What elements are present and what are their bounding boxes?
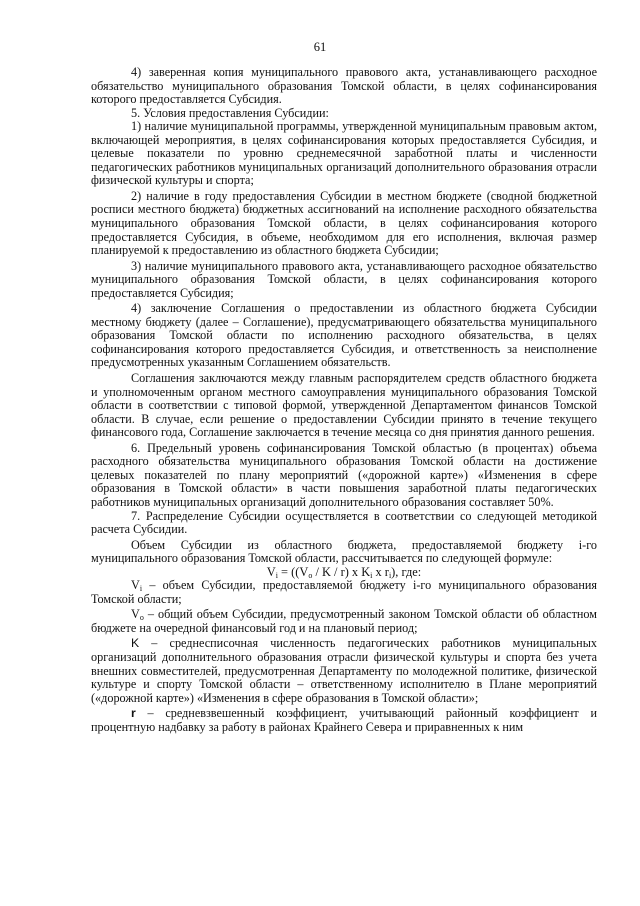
subsidy-volume-intro: Объем Субсидии из областного бюджета, предоставляемой бюджету i-го муниципального образования Томской области, рассчитывается по следующей формуле: [91, 537, 597, 566]
agreements-paragraph: Соглашения заключаются между главным распорядителем средств областного бюджета и уполномоченным органом местного самоуправления муниципального образования Томской области в соответствии с типовой формой, утвержденной Департаментом финансов Томской области. В случае, если решение о предоставлении Субсидии принято в течение текущего финансового года, Соглашение заключается в течение месяца со дня принятия данного решения. [91, 371, 597, 440]
formula-eq-open: = ((V [277, 564, 309, 579]
formula-lhs-sub: i [275, 570, 278, 580]
definition-r [91, 707, 597, 734]
section-6-cofinancing: 6. Предельный уровень софинансирования Томской областью (в процентах) объема расходного обязательства муниципального образования Томской области на достижение целевых показателей по плану мероприятий («дорожной карте») «Изменения в сфере образования в Томской области» в части повышения заработной платы педагогических работников муниципальных организаций дополнительного образования составляет 50%. [91, 440, 597, 509]
section-5-heading: 5. Условия предоставления Субсидии: [131, 105, 329, 120]
r-definition: – средневзвешенный коэффициент, учитывающий районный коэффициент и процентную надбавку за работу в районах Крайнего Севера и приравненных к ним [91, 706, 597, 734]
formula-lhs: V [266, 564, 276, 579]
formula-ri-sub: i [388, 570, 392, 580]
formula-end: ), где: [391, 564, 422, 579]
formula-ki-sub: i [370, 570, 373, 580]
vo-sub: o [139, 613, 144, 623]
k-letter: K [131, 636, 140, 651]
formula-vo-sub: o [308, 570, 313, 580]
definition-k [91, 637, 597, 705]
condition-4: 4) заключение Соглашения о предоставлении из областного бюджета Субсидии местному бюджету (далее – Соглашение), предусматривающего обязательства муниципального образования Томской области по исполнению расходного обязательства, в целях софинансирования которого предоставляется Субсидия, и ответственность за неисполнение предусмотренных указанным Соглашением обязательств. [91, 301, 597, 370]
vi-sub: i [139, 584, 143, 594]
r-letter: r [131, 706, 136, 721]
condition-2: 2) наличие в году предоставления Субсидии в местном бюджете (сводной бюджетной росписи местного бюджета) бюджетных ассигнований на исполнение расходного обязательства муниципального образования Томской области, в целях софинансирования которого предоставляется Субсидия, в объеме, необходимом для его исполнения, включая размер планируемой к предоставлению из областного бюджета Субсидии; [91, 188, 597, 258]
condition-1: 1) наличие муниципальной программы, утвержденной муниципальным правовым актом, включающей мероприятия, в целях софинансирования которых предоставляется Субсидия, и целевые показатели по уровню среднемесячной заработной платы и численности педагогических работников муниципальных организаций дополнительного образования отрасли физической культуры и спорта; [91, 119, 597, 188]
formula-tail: x r [372, 564, 389, 579]
condition-3: 3) наличие муниципального правового акта, устанавливающего расходное обязательство муниципального образования Томской области, в целях софинансирования которого предоставляется Субсидия; [91, 258, 597, 300]
definition-vi [91, 579, 597, 606]
subsidy-formula [91, 566, 597, 580]
formula-middle: / K / r) x K [312, 564, 371, 579]
document-body [91, 66, 597, 734]
vo-letter: V [131, 607, 140, 622]
paragraph-item-4-copy: 4) заверенная копия муниципального правового акта, устанавливающего расходное обязательство муниципального образования Томской области, в целях софинансирования которого предоставляется Субсидия. [91, 65, 597, 107]
vi-letter: V [131, 578, 140, 593]
section-7-distribution: 7. Распределение Субсидии осуществляется в соответствии со следующей методикой расчета Субсидии. [91, 508, 597, 537]
page-number: 61 [313, 40, 327, 54]
definition-vo [91, 608, 597, 635]
vo-definition: – общий объем Субсидии, предусмотренный законом Томской области об областном бюджете на очередной финансовый год и на плановый период; [91, 607, 597, 635]
vi-definition: – объем Субсидии, предоставляемой бюджету i-го муниципального образования Томской области; [91, 578, 597, 606]
k-definition: – среднесписочная численность педагогических работников муниципальных организаций дополнительного образования отрасли физической культуры и спорта без учета внешних совместителей, предусмотренная Департаменту по молодежной политике, физической культуре и спорту Томской области – ответственному исполнителю в Плане мероприятий («дорожной карте») «Изменения в сфере образования в Томской области»; [91, 636, 597, 705]
